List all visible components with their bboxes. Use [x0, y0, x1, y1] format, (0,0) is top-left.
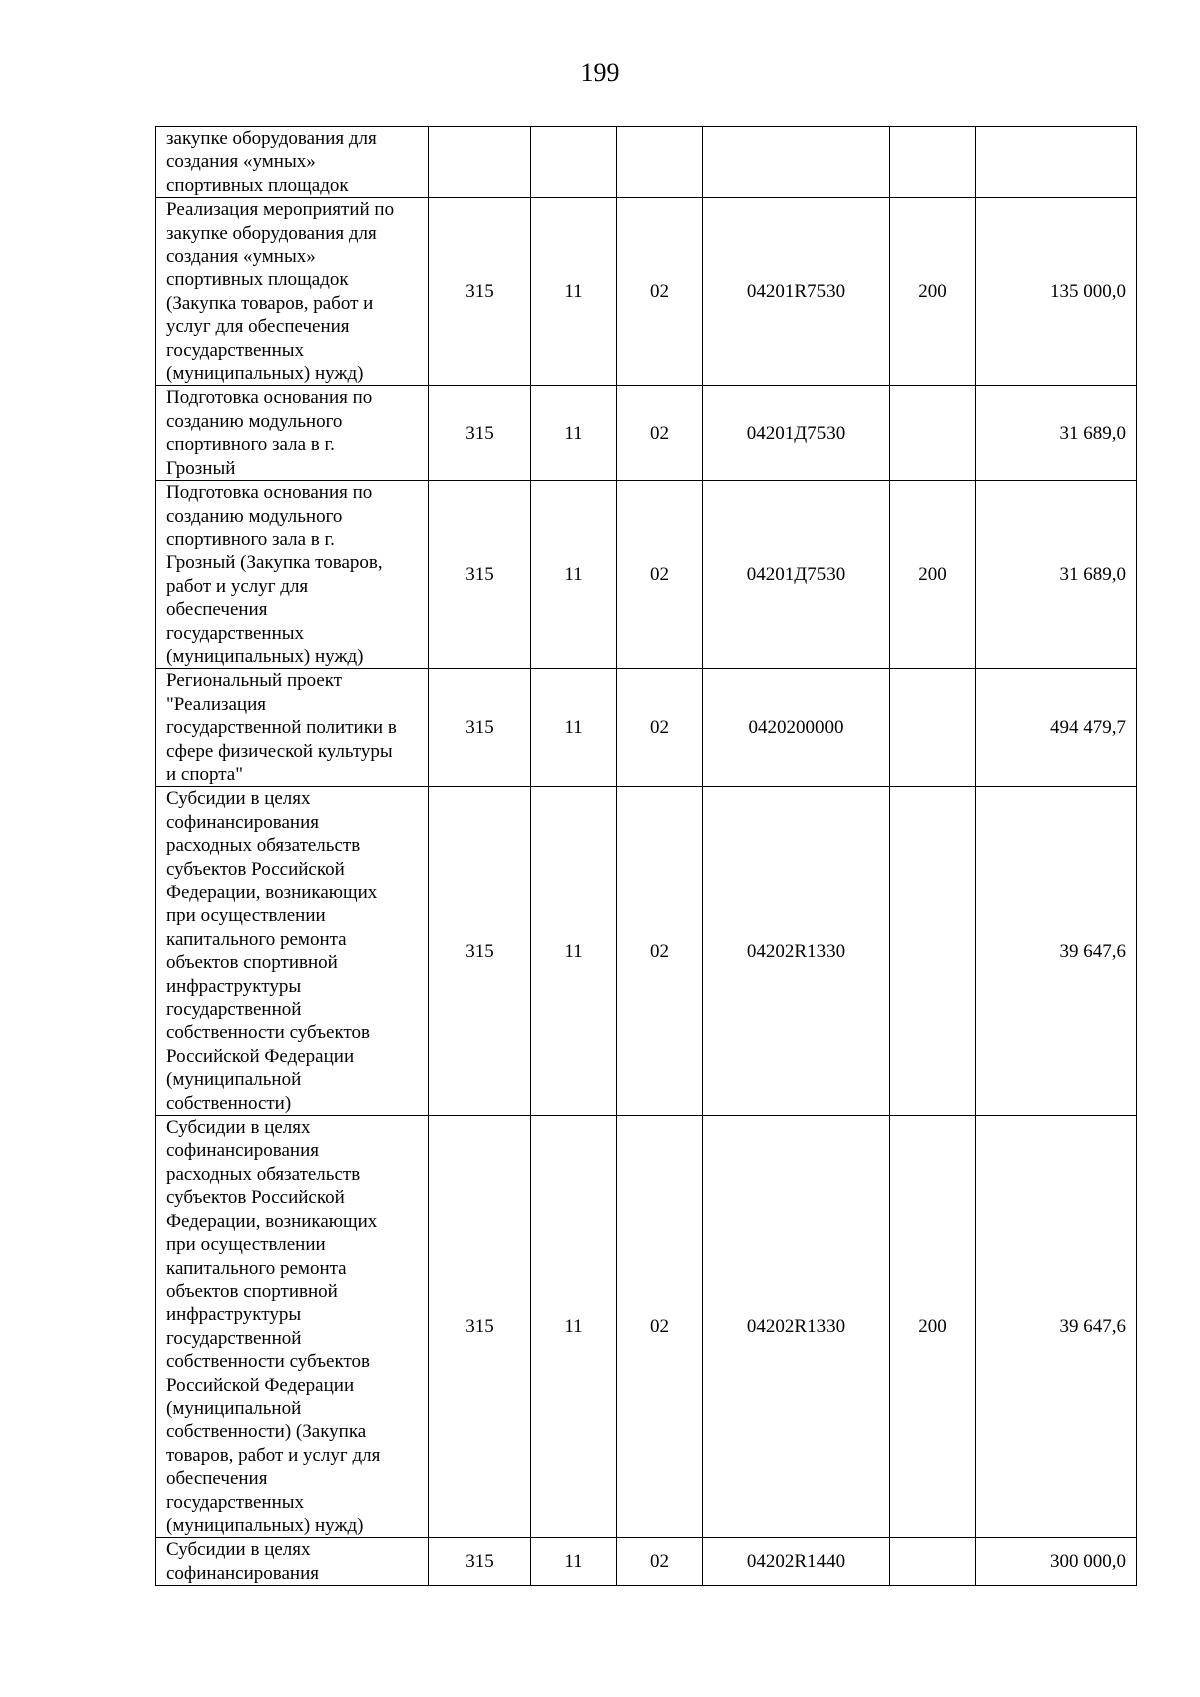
- item-name-line: расходных обязательств: [166, 835, 361, 857]
- amount-cell: 39 647,6: [976, 1116, 1137, 1538]
- table-row: [156, 787, 1137, 1116]
- item-name-line: Субсидии в целях: [166, 788, 311, 810]
- expense-type-cell: 200: [890, 1116, 976, 1538]
- item-name-line: закупке оборудования для: [166, 222, 377, 244]
- table-row: [156, 1538, 1137, 1586]
- table-row: [156, 481, 1137, 669]
- table-row: [156, 198, 1137, 386]
- target-article-cell: 04201Д7530: [703, 386, 890, 481]
- item-name-cell: [156, 127, 429, 198]
- item-name-line: инфраструктуры: [166, 975, 302, 997]
- item-name-line: спортивного зала в г.: [166, 528, 335, 550]
- ministry-code-cell: [429, 127, 531, 198]
- section-code-cell: 11: [531, 787, 617, 1116]
- subsection-code-cell: [617, 127, 703, 198]
- item-name-line: собственности): [166, 1092, 292, 1114]
- item-name-line: субъектов Российской: [166, 858, 345, 880]
- item-name-line: (муниципальных) нужд): [166, 645, 364, 667]
- item-name-cell: [156, 386, 429, 481]
- section-code-cell: 11: [531, 1538, 617, 1586]
- item-name-line: и спорта": [166, 763, 243, 785]
- expense-type-cell: [890, 669, 976, 787]
- item-name-line: созданию модульного: [166, 410, 343, 432]
- item-name-line: (муниципальных) нужд): [166, 363, 364, 385]
- target-article-cell: 0420200000: [703, 669, 890, 787]
- item-name-cell: [156, 787, 429, 1116]
- item-name-line: Федерации, возникающих: [166, 882, 378, 903]
- expense-type-cell: 200: [890, 481, 976, 669]
- item-name-line: Реализация мероприятий по: [166, 199, 395, 221]
- item-name-line: государственной: [166, 1327, 302, 1349]
- item-name-line: Региональный проект: [166, 670, 343, 692]
- item-name-line: при осуществлении: [166, 1234, 326, 1256]
- amount-cell: 31 689,0: [976, 481, 1137, 669]
- budget-table: [155, 126, 1137, 1586]
- item-name-line: спортивного зала в г.: [166, 434, 335, 456]
- amount-cell: 300 000,0: [976, 1538, 1137, 1586]
- item-name-line: "Реализация: [166, 693, 267, 715]
- item-name-line: сфере физической культуры: [166, 740, 393, 762]
- item-name-line: Российской Федерации: [166, 1374, 355, 1396]
- item-name-line: собственности субъектов: [166, 1351, 370, 1373]
- target-article-cell: 04202R1330: [703, 787, 890, 1116]
- subsection-code-cell: 02: [617, 1116, 703, 1538]
- expense-type-cell: 200: [890, 198, 976, 386]
- item-name-line: работ и услуг для: [166, 575, 309, 597]
- table-body: [156, 127, 1137, 1586]
- expense-type-cell: [890, 1538, 976, 1586]
- ministry-code-cell: 315: [429, 787, 531, 1116]
- subsection-code-cell: 02: [617, 481, 703, 669]
- item-name-cell: [156, 1538, 429, 1586]
- section-code-cell: 11: [531, 669, 617, 787]
- item-name-line: спортивных площадок: [166, 174, 349, 196]
- item-name-line: Подготовка основания по: [166, 387, 373, 409]
- expense-type-cell: [890, 127, 976, 198]
- subsection-code-cell: 02: [617, 386, 703, 481]
- ministry-code-cell: 315: [429, 386, 531, 481]
- item-name-line: обеспечения: [166, 1468, 268, 1490]
- target-article-cell: 04202R1440: [703, 1538, 890, 1586]
- item-name-line: (Закупка товаров, работ и: [166, 292, 374, 314]
- item-name-line: услуг для обеспечения: [166, 316, 350, 338]
- item-name-line: (муниципальных) нужд): [166, 1514, 364, 1536]
- item-name-line: товаров, работ и услуг для: [166, 1444, 381, 1466]
- ministry-code-cell: 315: [429, 198, 531, 386]
- item-name-line: субъектов Российской: [166, 1187, 345, 1209]
- ministry-code-cell: 315: [429, 481, 531, 669]
- item-name-line: государственной: [166, 999, 302, 1021]
- target-article-cell: [703, 127, 890, 198]
- item-name-line: объектов спортивной: [166, 1280, 338, 1302]
- target-article-cell: 04202R1330: [703, 1116, 890, 1538]
- subsection-code-cell: 02: [617, 1538, 703, 1586]
- table-row: [156, 386, 1137, 481]
- item-name-line: Подготовка основания по: [166, 482, 373, 504]
- expense-type-cell: [890, 386, 976, 481]
- item-name-line: Грозный: [166, 457, 236, 479]
- amount-cell: 39 647,6: [976, 787, 1137, 1116]
- target-article-cell: 04201Д7530: [703, 481, 890, 669]
- item-name-line: расходных обязательств: [166, 1163, 361, 1185]
- subsection-code-cell: 02: [617, 787, 703, 1116]
- item-name-cell: [156, 1116, 429, 1538]
- item-name-line: государственных: [166, 1491, 305, 1513]
- item-name-cell: [156, 481, 429, 669]
- item-name-line: (муниципальной: [166, 1397, 302, 1419]
- page-number: 199: [580, 58, 620, 87]
- item-name-line: при осуществлении: [166, 905, 326, 927]
- item-name-line: Субсидии в целях: [166, 1117, 311, 1139]
- item-name-line: Российской Федерации: [166, 1045, 355, 1067]
- item-name-line: обеспечения: [166, 599, 268, 621]
- item-name-line: софинансирования: [166, 1562, 320, 1584]
- ministry-code-cell: 315: [429, 669, 531, 787]
- item-name-line: Грозный (Закупка товаров,: [166, 552, 383, 574]
- amount-cell: [976, 127, 1137, 198]
- item-name-line: Субсидии в целях: [166, 1539, 311, 1561]
- section-code-cell: [531, 127, 617, 198]
- section-code-cell: 11: [531, 1116, 617, 1538]
- item-name-line: собственности) (Закупка: [166, 1421, 367, 1443]
- section-code-cell: 11: [531, 198, 617, 386]
- item-name-line: объектов спортивной: [166, 952, 338, 974]
- item-name-line: создания «умных»: [166, 151, 316, 173]
- item-name-line: государственных: [166, 339, 305, 361]
- amount-cell: 494 479,7: [976, 669, 1137, 787]
- item-name-line: инфраструктуры: [166, 1304, 302, 1326]
- item-name-line: государственной политики в: [166, 717, 397, 739]
- item-name-line: государственных: [166, 622, 305, 644]
- section-code-cell: 11: [531, 481, 617, 669]
- subsection-code-cell: 02: [617, 669, 703, 787]
- ministry-code-cell: 315: [429, 1116, 531, 1538]
- ministry-code-cell: 315: [429, 1538, 531, 1586]
- item-name-line: капитального ремонта: [166, 928, 347, 950]
- table-row: [156, 127, 1137, 198]
- item-name-cell: [156, 198, 429, 386]
- expense-type-cell: [890, 787, 976, 1116]
- item-name-line: софинансирования: [166, 1140, 320, 1162]
- item-name-line: закупке оборудования для: [166, 128, 377, 149]
- item-name-line: софинансирования: [166, 811, 320, 833]
- item-name-line: капитального ремонта: [166, 1257, 347, 1279]
- amount-cell: 135 000,0: [976, 198, 1137, 386]
- item-name-line: (муниципальной: [166, 1069, 302, 1091]
- item-name-line: собственности субъектов: [166, 1022, 370, 1044]
- table-row: [156, 669, 1137, 787]
- target-article-cell: 04201R7530: [703, 198, 890, 386]
- item-name-line: созданию модульного: [166, 505, 343, 527]
- item-name-line: Федерации, возникающих: [166, 1210, 378, 1232]
- table-row: [156, 1116, 1137, 1538]
- subsection-code-cell: 02: [617, 198, 703, 386]
- item-name-line: спортивных площадок: [166, 269, 349, 291]
- item-name-cell: [156, 669, 429, 787]
- item-name-line: создания «умных»: [166, 246, 316, 268]
- amount-cell: 31 689,0: [976, 386, 1137, 481]
- section-code-cell: 11: [531, 386, 617, 481]
